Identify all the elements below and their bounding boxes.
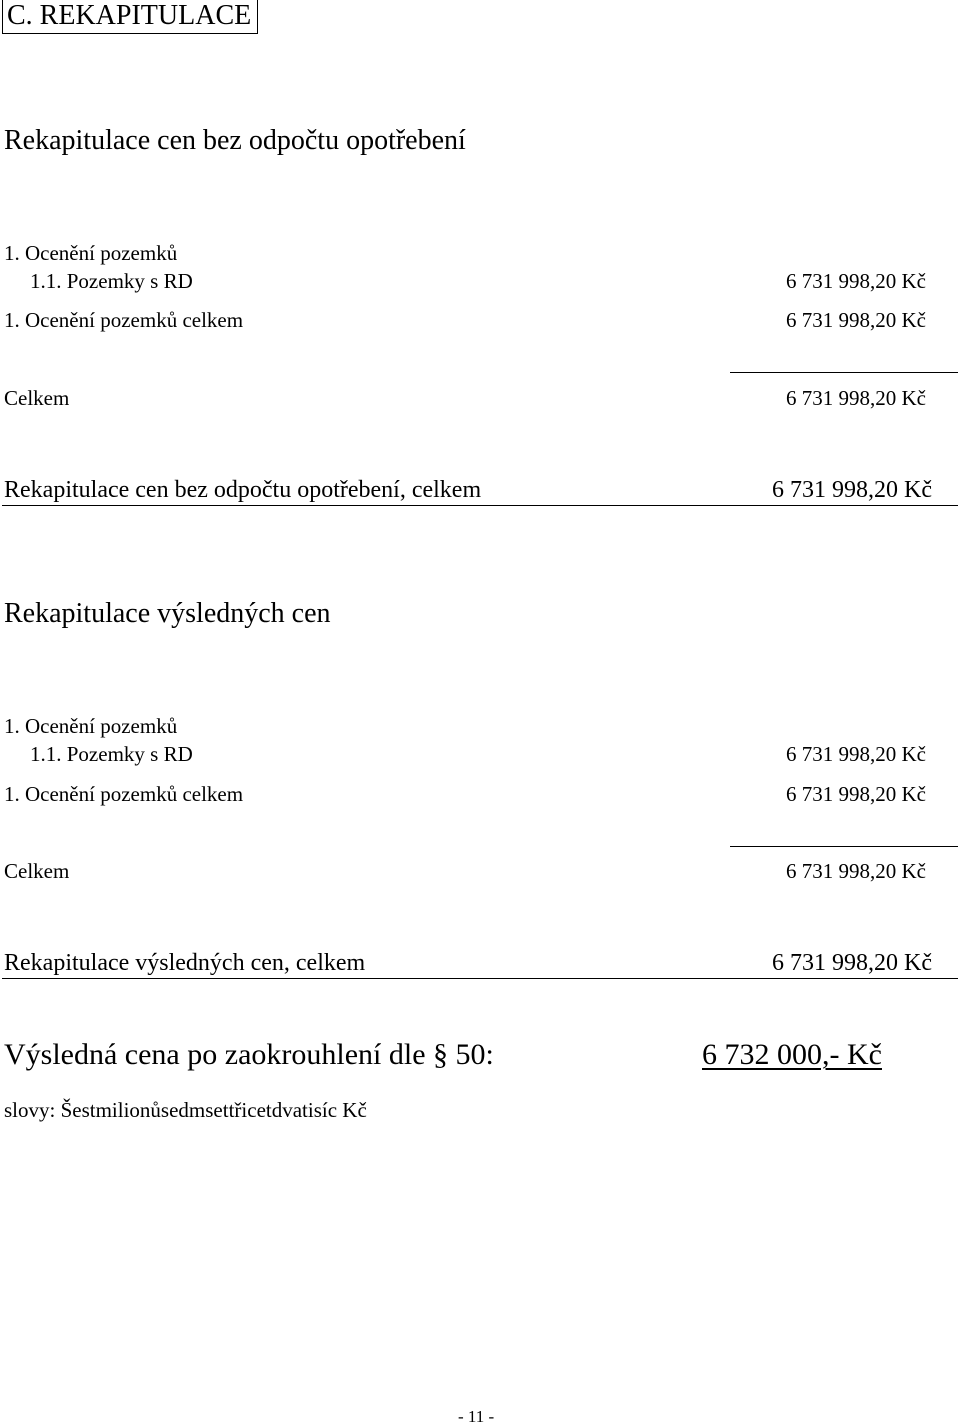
- section1-sum-value: 6 731 998,20 Kč: [786, 386, 926, 410]
- section2-group-total-value: 6 731 998,20 Kč: [786, 782, 926, 806]
- section1-title: Rekapitulace cen bez odpočtu opotřebení: [4, 125, 466, 156]
- section1-item-value: 6 731 998,20 Kč: [786, 269, 926, 293]
- final-price-value: 6 732 000,- Kč: [702, 1038, 882, 1071]
- section2-item-label: 1.1. Pozemky s RD: [30, 742, 193, 766]
- section2-item-value: 6 731 998,20 Kč: [786, 742, 926, 766]
- section2-total-value: 6 731 998,20 Kč: [772, 950, 932, 976]
- final-price-label: Výsledná cena po zaokrouhlení dle § 50:: [4, 1038, 494, 1071]
- section2-group-label: 1. Ocenění pozemků: [4, 714, 178, 738]
- section2-sum-rule: [730, 846, 958, 847]
- final-price-in-words: slovy: Šestmilionůsedmsettřicetdvatisíc Kč: [4, 1098, 367, 1122]
- section1-item-label: 1.1. Pozemky s RD: [30, 269, 193, 293]
- section2-sum-label: Celkem: [4, 859, 70, 883]
- section1-group-total-label: 1. Ocenění pozemků celkem: [4, 308, 244, 332]
- section1-sum-label: Celkem: [4, 386, 70, 410]
- section2-sum-value: 6 731 998,20 Kč: [786, 859, 926, 883]
- section1-sum-rule: [730, 372, 958, 373]
- section2-group-total-label: 1. Ocenění pozemků celkem: [4, 782, 244, 806]
- section1-total-label: Rekapitulace cen bez odpočtu opotřebení, celkem: [4, 477, 482, 503]
- section1-total-rule: [2, 505, 958, 506]
- page-number: - 11 -: [458, 1407, 495, 1426]
- section2-title: Rekapitulace výsledných cen: [4, 598, 331, 629]
- section-heading: C. REKAPITULACE: [2, 0, 258, 34]
- section1-total-value: 6 731 998,20 Kč: [772, 477, 932, 503]
- section2-total-label: Rekapitulace výsledných cen, celkem: [4, 950, 366, 976]
- section2-total-rule: [2, 978, 958, 979]
- section1-group-total-value: 6 731 998,20 Kč: [786, 308, 926, 332]
- section1-group-label: 1. Ocenění pozemků: [4, 241, 178, 265]
